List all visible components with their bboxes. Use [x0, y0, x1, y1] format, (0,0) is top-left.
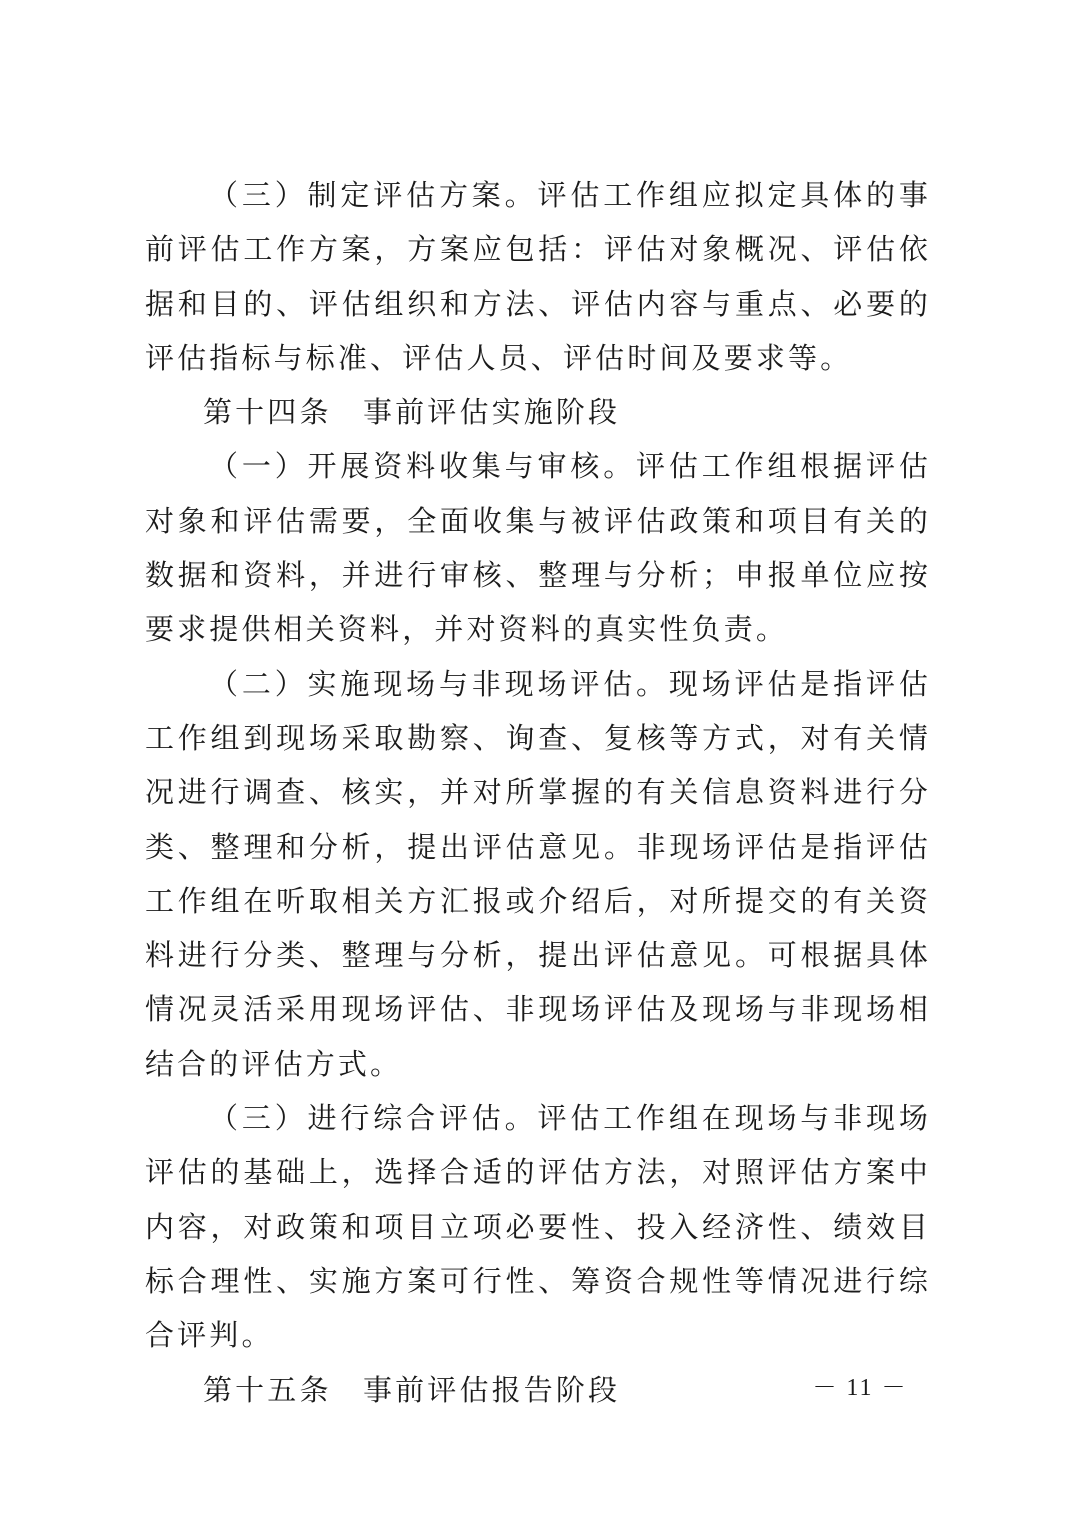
- paragraph-comprehensive-evaluation: （三）进行综合评估。评估工作组在现场与非现场评估的基础上，选择合适的评估方法，对照评估方案中内容，对政策和项目立项必要性、投入经济性、绩效目标合理性、实施方案可行性、筹资合规性等情况进行综合评判。: [145, 1101, 931, 1353]
- article-title: 事前评估报告阶段: [363, 1372, 621, 1407]
- paragraph-formulate-plan: （三）制定评估方案。评估工作组应拟定具体的事前评估工作方案，方案应包括：评估对象概况、评估依据和目的、评估组织和方法、评估内容与重点、必要的评估指标与标准、评估人员、评估时间及要求等。: [145, 178, 931, 375]
- paragraph-data-collection: （一）开展资料收集与审核。评估工作组根据评估对象和评估需要，全面收集与被评估政策和项目有关的数据和资料，并进行审核、整理与分析；申报单位应按要求提供相关资料，并对资料的真实性负责。: [145, 449, 931, 647]
- paragraph-onsite-evaluation: （二）实施现场与非现场评估。现场评估是指评估工作组到现场采取勘察、询查、复核等方式，对有关情况进行调查、核实，并对所掌握的有关信息资料进行分类、整理和分析，提出评估意见。非现场评估是指评估工作组在听取相关方汇报或介绍后，对所提交的有关资料进行分类、整理与分析，提出评估意见。可根据具体情况灵活采用现场评估、非现场评估及现场与非现场相结合的评估方式。: [145, 666, 931, 1081]
- article-title: 事前评估实施阶段: [363, 395, 621, 430]
- document-body: [145, 168, 931, 1417]
- article-number: 第十五条: [203, 1372, 332, 1407]
- article-number: 第十四条: [203, 395, 332, 430]
- page-number: － 11 －: [812, 1375, 908, 1401]
- article-heading-14: [145, 385, 931, 439]
